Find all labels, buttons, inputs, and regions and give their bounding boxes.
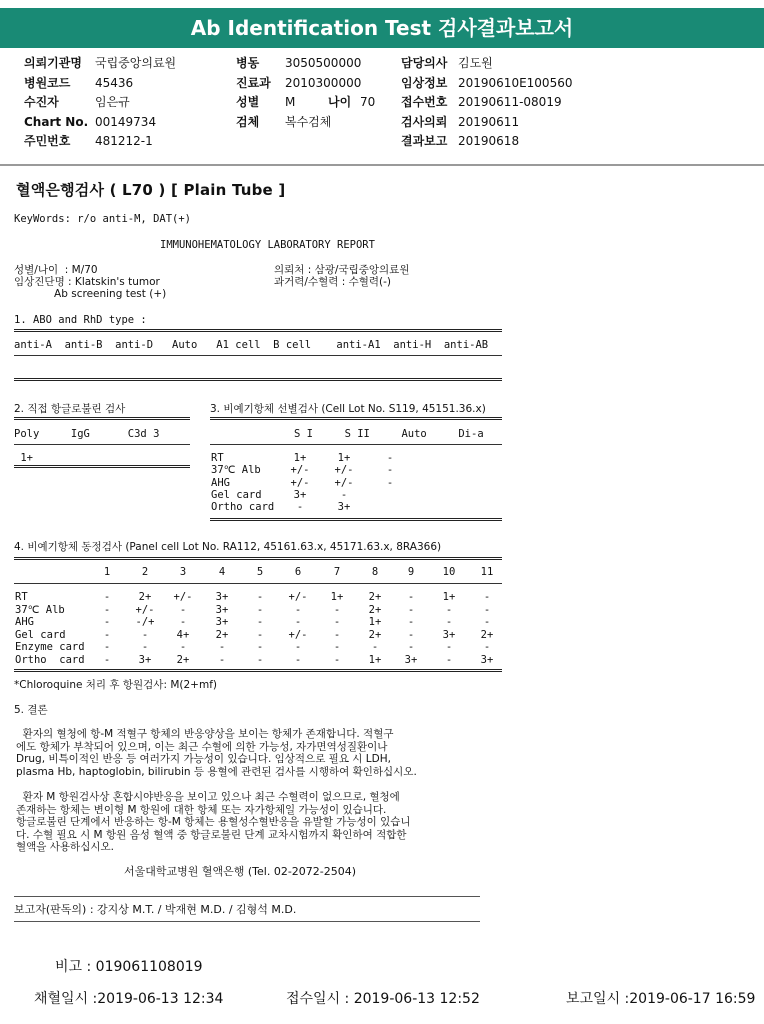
divider [210, 444, 502, 445]
panel-column-header: 1 [103, 566, 111, 578]
panel-cell: - [407, 591, 415, 603]
screening-cell: 1+ [337, 452, 351, 464]
hospital-contact: 서울대학교병원 혈액은행 (Tel. 02-2072-2504) [124, 865, 357, 878]
divider [14, 444, 190, 445]
panel-column-header: 8 [371, 566, 379, 578]
panel-cell: - [256, 628, 264, 641]
divider [210, 518, 502, 521]
header-label: 진료과 [236, 76, 271, 90]
panel-cell: - [141, 641, 149, 654]
panel-column-header: 7 [333, 566, 341, 578]
panel-cell: - [333, 654, 341, 666]
header-value: 3050500000 [285, 56, 362, 70]
panel-cell: - [407, 641, 415, 654]
screening-cell: 3+ [337, 501, 351, 514]
dat-value: 1+ [14, 452, 33, 464]
panel-cell: - [445, 616, 453, 629]
header-value: 임은규 [95, 95, 130, 109]
panel-cell: 2+ [368, 591, 382, 603]
conclusion-line: 혈액을 사용하십시오. [16, 841, 114, 854]
panel-cell: - [371, 641, 379, 654]
conclusion-title: 5. 결론 [14, 704, 48, 716]
panel-cell: - [483, 641, 491, 654]
panel-row-label: 37℃ Alb [15, 603, 65, 616]
panel-column-header: 4 [218, 566, 226, 578]
conclusion-line: 에도 항체가 부착되어 있으며, 이는 최근 수혈에 의한 가능성, 자가면역성질환이나 [16, 740, 388, 753]
screening-cell: +/- [334, 464, 354, 477]
panel-cell: - [407, 616, 415, 629]
header-label: 접수번호 [401, 95, 448, 109]
panel-column-header: 11 [480, 566, 494, 578]
panel-cell: - [103, 654, 111, 666]
panel-cell: - [445, 641, 453, 654]
panel-cell: 2+ [480, 628, 494, 641]
dat-title: 2. 직접 항글로불린 검사 [14, 403, 126, 415]
divider [14, 669, 502, 672]
panel-cell: - [294, 603, 302, 616]
screening-cell: - [386, 464, 394, 477]
panel-cell: - [333, 641, 341, 654]
header-value: 20190618 [458, 134, 520, 148]
screening-cell: +/- [290, 476, 310, 489]
header-label: 담당의사 [401, 56, 448, 70]
header-label: 성별 [236, 95, 260, 109]
report-heading: IMMUNOHEMATOLOGY LABORATORY REPORT [160, 239, 375, 251]
conclusion-line: 환자의 혈청에 항-M 적혈구 항체의 반응양상을 보이는 항체가 존재합니다. 적혈구 [16, 728, 394, 740]
requester: 의뢰처 : 삼광/국립중앙의료원 [274, 264, 410, 276]
panel-cell: - [218, 654, 226, 666]
panel-cell: - [179, 616, 187, 629]
panel-row-label: Ortho card [15, 654, 85, 666]
screening-header: S I S II Auto Di-a [294, 428, 484, 440]
screening-row-label: Ortho card [211, 501, 275, 514]
abo-rhd-header: anti-A anti-B anti-D Auto A1 cell B cell anti-A1 anti-H anti-AB [14, 339, 489, 351]
panel-cell: - [256, 654, 264, 666]
panel-cell: - [333, 603, 341, 616]
panel-cell: 1+ [368, 654, 382, 666]
divider [210, 417, 502, 420]
panel-cell: +/- [288, 628, 308, 641]
panel-cell: - [256, 603, 264, 616]
header-value: 20190610E100560 [458, 76, 573, 90]
panel-cell: 2+ [368, 628, 382, 641]
header-value: 45436 [95, 76, 134, 90]
header-label: 수진자 [24, 95, 59, 109]
panel-row-label: Gel card [15, 628, 66, 641]
screening-cell: +/- [290, 464, 310, 477]
dat-header: Poly IgG C3d 3 [14, 428, 160, 440]
divider [14, 583, 502, 584]
conclusion-line: 환자 M 항원검사상 혼합시야반응을 보이고 있으나 최근 수혈력이 없으므로, 혈청에 [16, 791, 400, 803]
conclusion-line: Drug, 비특이적인 반응 등 여러가지 가능성이 있습니다. 임상적으로 필요 시 LDH, [16, 753, 391, 766]
screening-cell: +/- [334, 476, 354, 489]
diagnosis-line-1: 임상진단명 : Klatskin's tumor [14, 276, 160, 288]
header-value: 국립중앙의료원 [95, 56, 177, 70]
panel-cell: 3+ [215, 591, 229, 603]
panel-title: 4. 비예기항체 동정검사 (Panel cell Lot No. RA112, 45161.63.x, 45171.63.x, 8RA366) [14, 541, 442, 553]
keywords: KeyWords: r/o anti-M, DAT(+) [14, 213, 192, 225]
divider [14, 355, 502, 356]
panel-row-label: Enzyme card [15, 641, 85, 654]
chloroquine-note: *Chloroquine 처리 후 항원검사: M(2+mf) [14, 679, 217, 691]
panel-cell: - [483, 591, 491, 603]
panel-cell: - [103, 616, 111, 629]
panel-cell: - [445, 603, 453, 616]
panel-cell: - [445, 654, 453, 666]
screening-cell: 3+ [293, 488, 307, 501]
panel-cell: - [256, 591, 264, 603]
header-value: 2010300000 [285, 76, 362, 90]
remark: 비고 : 019061108019 [55, 959, 203, 975]
header-label: Chart No. [24, 115, 89, 129]
panel-cell: - [407, 603, 415, 616]
panel-cell: 3+ [442, 628, 456, 641]
panel-cell: 1+ [368, 616, 382, 629]
header-label: 결과보고 [401, 134, 448, 148]
header-label: 검사의뢰 [401, 115, 448, 129]
divider [14, 921, 480, 922]
panel-cell: - [103, 641, 111, 654]
panel-cell: - [294, 641, 302, 654]
panel-cell: - [333, 628, 341, 641]
header-label: 병원코드 [24, 76, 71, 90]
abo-rhd-title: 1. ABO and RhD type : [14, 314, 147, 326]
panel-column-header: 3 [179, 566, 187, 578]
divider [14, 465, 190, 468]
panel-cell: - [141, 628, 149, 641]
conclusion-line: 다. 수혈 필요 시 M 항원 음성 혈액 중 항글로불린 단계 교차시험까지 확인하여 적합한 [16, 828, 407, 841]
header-separator [0, 164, 764, 166]
divider [14, 378, 502, 381]
panel-cell: - [483, 616, 491, 629]
section-title: 혈액은행검사 ( L70 ) [ Plain Tube ] [16, 181, 286, 199]
age-label: 나이 [328, 95, 352, 109]
panel-cell: +/- [135, 603, 155, 616]
header-value: 20190611-08019 [458, 95, 562, 109]
panel-cell: - [256, 641, 264, 654]
divider [14, 557, 502, 560]
panel-column-header: 5 [256, 566, 264, 578]
transfusion-history: 과거력/수혈력 : 수혈력(-) [274, 276, 392, 288]
header-value: 김도원 [458, 56, 493, 70]
panel-cell: - [407, 628, 415, 641]
panel-cell: 3+ [138, 654, 152, 666]
collection-datetime: 채혈일시 :2019-06-13 12:34 [34, 991, 224, 1007]
screening-cell: - [296, 501, 304, 514]
header-label: 의뢰기관명 [24, 56, 82, 70]
divider [14, 896, 480, 897]
header-value: 복수검체 [285, 115, 332, 129]
panel-cell: - [333, 616, 341, 629]
panel-row-label: RT [15, 591, 28, 603]
header-label: 검체 [236, 115, 260, 129]
screening-title: 3. 비예기항체 선별검사 (Cell Lot No. S119, 45151.36.x) [210, 403, 486, 415]
panel-column-header: 9 [407, 566, 415, 578]
panel-cell: - [256, 616, 264, 629]
panel-cell: - [179, 641, 187, 654]
screening-row-label: 37℃ Alb [211, 464, 261, 477]
sex-age: 성별/나이 : M/70 [14, 264, 98, 276]
report-title: Ab Identification Test 검사결과보고서 [0, 8, 764, 48]
screening-cell: - [386, 452, 394, 464]
panel-cell: +/- [173, 591, 193, 603]
reporter: 보고자(판독의) : 강지상 M.T. / 박재현 M.D. / 김형석 M.D. [14, 903, 297, 916]
divider [14, 417, 190, 420]
divider [14, 329, 502, 332]
receipt-datetime: 접수일시 : 2019-06-13 12:52 [286, 991, 480, 1007]
screening-row-label: AHG [211, 476, 230, 489]
panel-cell: 3+ [480, 654, 494, 666]
screening-cell: - [386, 476, 394, 489]
panel-cell: 2+ [176, 654, 190, 666]
panel-cell: - [294, 616, 302, 629]
panel-cell: 2+ [138, 591, 152, 603]
panel-cell: - [218, 641, 226, 654]
header-label: 주민번호 [24, 134, 71, 148]
conclusion-line: 항글로불린 단계에서 반응하는 항-M 항체는 용혈성수혈반응을 유발할 가능성이 있습니 [16, 816, 411, 829]
panel-cell: - [103, 591, 111, 603]
panel-cell: 2+ [215, 628, 229, 641]
conclusion-line: plasma Hb, haptoglobin, bilirubin 등 용혈에 관련된 검사를 시행하여 확인하십시오. [16, 765, 417, 778]
header-value: 481212-1 [95, 134, 153, 148]
panel-column-header: 2 [141, 566, 149, 578]
header-value: 00149734 [95, 115, 157, 129]
panel-cell: 1+ [330, 591, 344, 603]
report-datetime: 보고일시 :2019-06-17 16:59 [566, 991, 756, 1007]
panel-cell: 1+ [442, 591, 456, 603]
panel-column-header: 6 [294, 566, 302, 578]
panel-cell: 4+ [176, 628, 190, 641]
age-value: 70 [360, 95, 376, 109]
diagnosis-line-2: Ab screening test (+) [14, 288, 167, 300]
panel-cell: 3+ [215, 603, 229, 616]
panel-cell: -/+ [135, 616, 155, 629]
panel-cell: +/- [288, 591, 308, 603]
panel-cell: - [103, 628, 111, 641]
screening-row-label: RT [211, 452, 224, 464]
panel-cell: - [103, 603, 111, 616]
header-value: M [285, 95, 296, 109]
conclusion-line: 존재하는 항체는 변이형 M 항원에 대한 항체 또는 자가항체일 가능성이 있습니다. [16, 803, 387, 816]
screening-cell: - [340, 488, 348, 501]
panel-cell: - [294, 654, 302, 666]
panel-cell: 3+ [404, 654, 418, 666]
panel-cell: 3+ [215, 616, 229, 629]
panel-row-label: AHG [15, 616, 34, 629]
panel-cell: 2+ [368, 603, 382, 616]
panel-cell: - [179, 603, 187, 616]
screening-cell: 1+ [293, 452, 307, 464]
header-label: 임상정보 [401, 76, 448, 90]
panel-cell: - [483, 603, 491, 616]
screening-row-label: Gel card [211, 488, 262, 501]
panel-column-header: 10 [442, 566, 456, 578]
header-label: 병동 [236, 56, 260, 70]
header-value: 20190611 [458, 115, 520, 129]
